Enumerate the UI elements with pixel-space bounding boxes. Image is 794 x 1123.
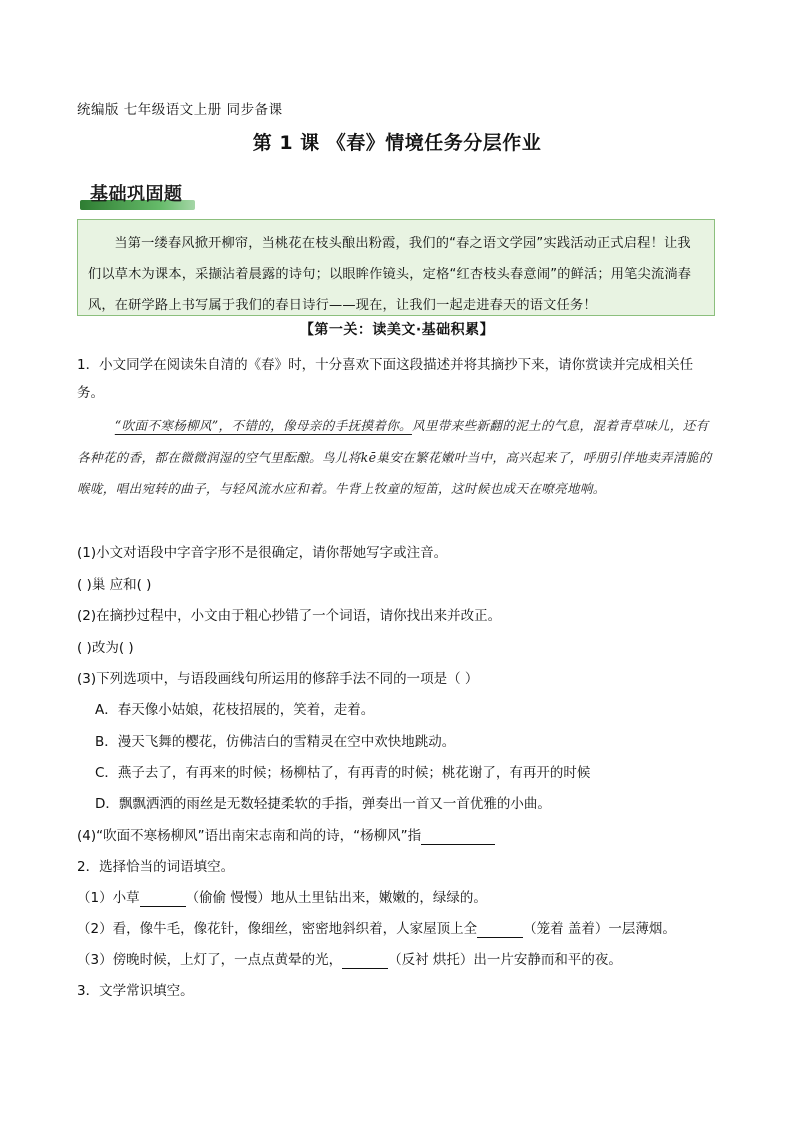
- q1-sub1-answer: ( )巢 应和( ): [77, 577, 152, 593]
- q2-item-2-post: （笼着 盖着）一层薄烟。: [523, 921, 676, 937]
- series-label: 统编版 七年级语文上册 同步备课: [77, 102, 283, 118]
- q1-sub4: [77, 824, 495, 845]
- q2-item-2-pre: （2）看，像牛毛，像花针，像细丝，密密地斜织着，人家屋顶上全: [77, 921, 478, 937]
- question-1-stem: 1．小文同学在阅读朱自清的《春》时，十分喜欢下面这段描述并将其摘抄下来，请你赏读并完成相关任务。: [77, 357, 694, 401]
- q1-sub3: (3)下列选项中，与语段画线句所运用的修辞手法不同的一项是（ ）: [77, 671, 479, 687]
- page-title: 第 1 课 《春》情境任务分层作业: [252, 132, 542, 154]
- q2-item-1: [77, 886, 487, 907]
- section-tag: [80, 178, 198, 212]
- q1-sub2-answer: ( )改为( ): [77, 640, 134, 656]
- q2-item-2: [77, 917, 676, 938]
- underlined-sentence: “吹面不寒杨柳风”，不错的，像母亲的手抚摸着你。: [114, 418, 412, 433]
- q2-item-3: [77, 948, 622, 969]
- question-3-stem: 3．文学常识填空。: [77, 983, 194, 999]
- q2-item-1-pre: （1）小草: [77, 890, 140, 906]
- q1-sub1: (1)小文对语段中字音字形不是很确定，请你帮她写字或注音。: [77, 545, 448, 561]
- option-d: D．飘飘洒洒的雨丝是无数轻捷柔软的手指，弹奏出一首又一首优雅的小曲。: [95, 796, 551, 812]
- q1-sub2: (2)在摘抄过程中，小文由于粗心抄错了一个词语，请你找出来并改正。: [77, 608, 502, 624]
- q2-item-3-post: （反衬 烘托）出一片安静而和平的夜。: [388, 952, 622, 968]
- answer-blank: [140, 890, 186, 907]
- answer-blank: [477, 921, 523, 938]
- q1-sub4-text: (4)“吹面不寒杨柳风”语出南宋志南和尚的诗，“杨柳风”指: [77, 828, 422, 844]
- question-2-stem: 2．选择恰当的词语填空。: [77, 859, 235, 875]
- section-tag-label: 基础巩固题: [90, 184, 183, 205]
- option-b: B．漫天飞舞的樱花，仿佛洁白的雪精灵在空中欢快地跳动。: [95, 734, 456, 750]
- answer-blank: [342, 952, 388, 969]
- passage-text: 风里带来些新翻的泥土的气息，混着青草味儿，还有各种花的香，都在微微润湿的空气里酝酿。鸟儿将kē巢安在繁花嫩叶当中，高兴起来了，呼朋引伴地卖弄清脆的喉咙，唱出宛转的曲子，与轻风流水应和着。牛背上牧童的短笛，这时候也成天在嘹亮地响。: [77, 418, 712, 496]
- option-c: C．燕子去了，有再来的时候；杨柳枯了，有再青的时候；桃花谢了，有再开的时候: [95, 765, 591, 781]
- scenario-intro-box: 当第一缕春风掀开柳帘，当桃花在枝头酿出粉霞，我们的“春之语文学园”实践活动正式启程！让我们以草木为课本，采撷沾着晨露的诗句；以眼眸作镜头，定格“红杏枝头春意闹”的鲜活；用笔尖流淌春风，在研学路上书写属于我们的春日诗行——现在，让我们一起走进春天的语文任务！: [77, 219, 715, 316]
- q2-item-1-post: （偷偷 慢慢）地从土里钻出来，嫩嫩的，绿绿的。: [185, 890, 487, 906]
- option-a: A．春天像小姑娘，花枝招展的，笑着，走着。: [95, 702, 375, 718]
- q2-item-3-pre: （3）傍晚时候，上灯了，一点点黄晕的光，: [77, 952, 343, 968]
- answer-blank: [421, 828, 495, 845]
- excerpt-passage: [77, 410, 717, 505]
- stage-heading: 【第一关：读美文·基础积累】: [299, 322, 495, 338]
